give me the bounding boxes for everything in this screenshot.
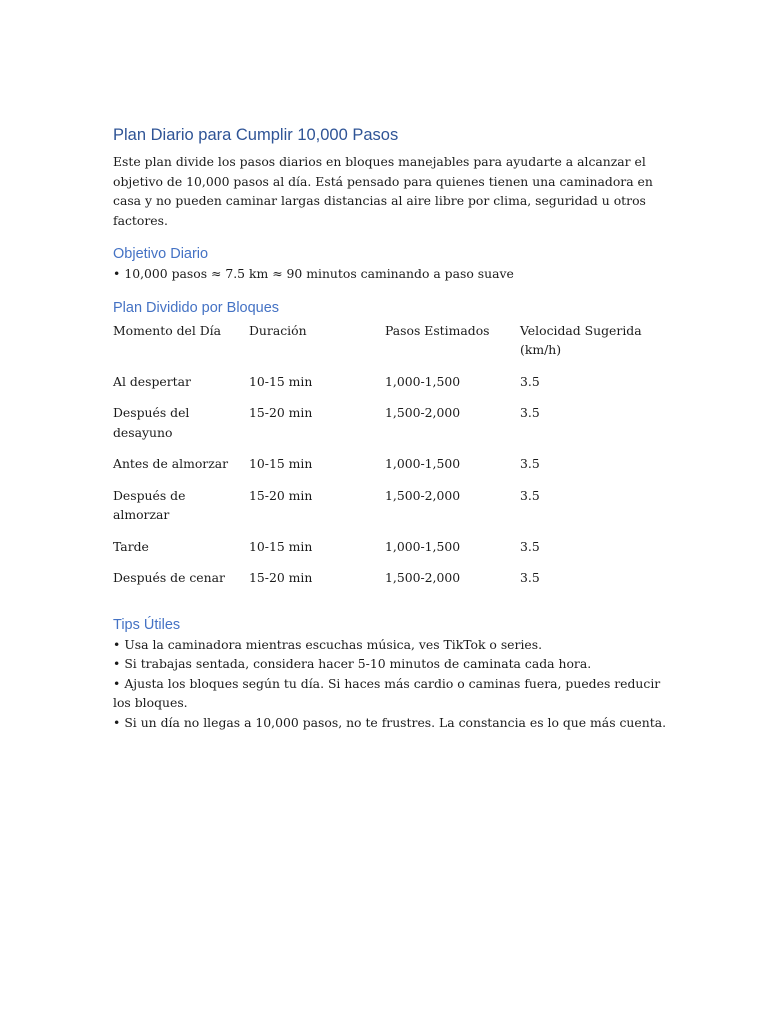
bullet-icon: • xyxy=(113,636,121,652)
list-item xyxy=(113,654,673,674)
cell-moment: Después de cenar xyxy=(113,570,225,585)
table-row xyxy=(113,403,653,454)
list-item-text: Ajusta los bloques según tu día. Si haces más cardio o caminas fuera, puedes reducir los bloques. xyxy=(113,675,661,710)
plan-heading: Plan Dividido por Bloques xyxy=(113,299,280,316)
cell-speed: 3.5 xyxy=(520,456,540,471)
tips-heading: Tips Útiles xyxy=(113,616,181,633)
cell-duration: 10-15 min xyxy=(249,373,313,389)
list-item xyxy=(113,713,673,733)
cell-duration: 10-15 min xyxy=(249,538,313,554)
table-row xyxy=(113,568,653,600)
cell-steps: 1,000-1,500 xyxy=(385,538,461,554)
table-row xyxy=(113,372,653,404)
cell-duration: 15-20 min xyxy=(249,487,313,503)
cell-duration: 15-20 min xyxy=(249,570,313,585)
cell-steps: 1,000-1,500 xyxy=(385,456,461,471)
column-header-duration: Duración xyxy=(249,322,307,338)
objective-heading: Objetivo Diario xyxy=(113,246,209,262)
list-item-text: 10,000 pasos ≈ 7.5 km ≈ 90 minutos caminando a paso suave xyxy=(124,266,514,281)
cell-moment: Después de almorzar xyxy=(113,487,186,522)
cell-steps: 1,500-2,000 xyxy=(385,570,461,585)
cell-moment: Tarde xyxy=(113,538,149,554)
list-item-text: Si un día no llegas a 10,000 pasos, no te frustres. La constancia es lo que más cuenta. xyxy=(124,714,667,730)
cell-moment: Antes de almorzar xyxy=(113,456,229,471)
cell-speed: 3.5 xyxy=(520,373,540,389)
list-item xyxy=(113,674,673,713)
cell-speed: 3.5 xyxy=(520,487,540,503)
tips-list xyxy=(113,635,673,733)
bullet-icon: • xyxy=(113,675,121,691)
document-title: Plan Diario para Cumplir 10,000 Pasos xyxy=(113,126,399,144)
bullet-icon: • xyxy=(113,656,121,671)
plan-table xyxy=(113,321,653,600)
table-header-row xyxy=(113,321,653,372)
list-item xyxy=(113,264,673,284)
list-item-text: Si trabajas sentada, considera hacer 5-10 minutos de caminata cada hora. xyxy=(124,656,592,671)
cell-speed: 3.5 xyxy=(520,570,540,585)
cell-steps: 1,000-1,500 xyxy=(385,373,461,389)
column-header-speed: Velocidad Sugerida (km/h) xyxy=(520,322,642,357)
bullet-icon: • xyxy=(113,266,121,281)
list-item-text: Usa la caminadora mientras escuchas música, ves TikTok o series. xyxy=(124,636,543,652)
bullet-icon: • xyxy=(113,714,121,730)
cell-speed: 3.5 xyxy=(520,538,540,554)
list-item xyxy=(113,635,673,655)
cell-moment: Al despertar xyxy=(113,373,191,389)
table-row xyxy=(113,486,653,537)
cell-speed: 3.5 xyxy=(520,405,540,420)
cell-duration: 15-20 min xyxy=(249,405,313,420)
cell-steps: 1,500-2,000 xyxy=(385,405,461,420)
cell-steps: 1,500-2,000 xyxy=(385,487,461,503)
intro-paragraph: Este plan divide los pasos diarios en bloques manejables para ayudarte a alcanzar el objetivo de 10,000 pasos al día. Está pensado para quienes tienen una caminadora en casa y no pueden caminar largas distancias al aire libre por clima, seguridad u otros factores. xyxy=(113,154,653,228)
cell-moment: Después del desayuno xyxy=(113,405,190,440)
table-row xyxy=(113,454,653,486)
table-row xyxy=(113,537,653,569)
cell-duration: 10-15 min xyxy=(249,456,313,471)
document-content xyxy=(113,124,673,732)
objective-list xyxy=(113,264,673,284)
column-header-steps: Pasos Estimados xyxy=(385,322,490,338)
column-header-moment: Momento del Día xyxy=(113,322,222,338)
